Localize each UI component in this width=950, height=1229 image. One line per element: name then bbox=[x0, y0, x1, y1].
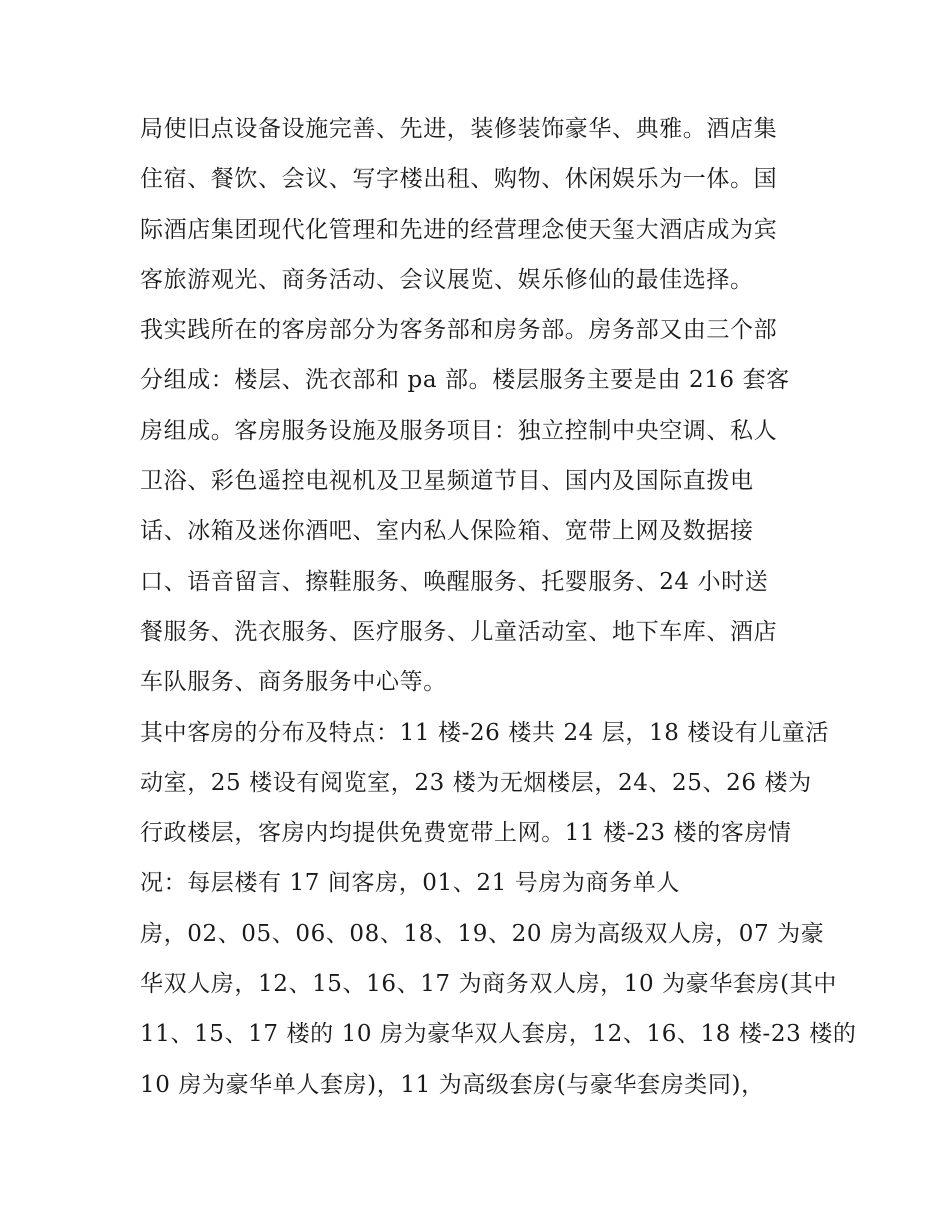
text-line: 况：每层楼有 17 间客房，01、21 号房为商务单人 bbox=[140, 870, 680, 897]
text-line: 分组成：楼层、洗衣部和 pa 部。楼层服务主要是由 216 套客 bbox=[140, 367, 790, 394]
text-line: 口、语音留言、擦鞋服务、唤醒服务、托婴服务、24 小时送 bbox=[140, 568, 769, 595]
text-line: 话、冰箱及迷你酒吧、室内私人保险箱、宽带上网及数据接 bbox=[140, 518, 754, 545]
text-line: 其中客房的分布及特点：11 楼-26 楼共 24 层，18 楼设有儿童活 bbox=[140, 719, 829, 746]
text-line: 餐服务、洗衣服务、医疗服务、儿童活动室、地下车库、酒店 bbox=[140, 618, 778, 645]
text-line: 行政楼层，客房内均提供免费宽带上网。11 楼-23 楼的客房情 bbox=[140, 820, 792, 847]
text-line: 客旅游观光、商务活动、会议展览、娱乐修仙的最佳选择。 bbox=[140, 266, 754, 293]
text-line: 11、15、17 楼的 10 房为豪华双人套房，12、16、18 楼-23 楼的 bbox=[140, 1021, 857, 1048]
text-line: 房组成。客房服务设施及服务项目：独立控制中央空调、私人 bbox=[140, 417, 778, 444]
text-line: 卫浴、彩色遥控电视机及卫星频道节目、国内及国际直拨电 bbox=[140, 468, 754, 495]
text-line: 住宿、餐饮、会议、写字楼出租、购物、休闲娱乐为一体。国 bbox=[140, 166, 778, 193]
text-line: 局使旧点设备设施完善、先进，装修装饰豪华、典雅。酒店集 bbox=[140, 116, 778, 142]
text-line: 10 房为豪华单人套房)，11 为高级套房(与豪华套房类同)， bbox=[140, 1071, 765, 1098]
text-line: 我实践所在的客房部分为客务部和房务部。房务部又由三个部 bbox=[140, 317, 778, 344]
text-line: 车队服务、商务服务中心等。 bbox=[140, 669, 447, 696]
text-line: 际酒店集团现代化管理和先进的经营理念使天玺大酒店成为宾 bbox=[140, 216, 778, 243]
document-body bbox=[140, 104, 857, 1110]
text-line: 动室，25 楼设有阅览室，23 楼为无烟楼层，24、25、26 楼为 bbox=[140, 769, 812, 796]
text-line: 房，02、05、06、08、18、19、20 房为高级双人房，07 为豪 bbox=[140, 920, 825, 947]
text-line: 华双人房，12、15、16、17 为商务双人房，10 为豪华套房(其中 bbox=[140, 971, 837, 998]
